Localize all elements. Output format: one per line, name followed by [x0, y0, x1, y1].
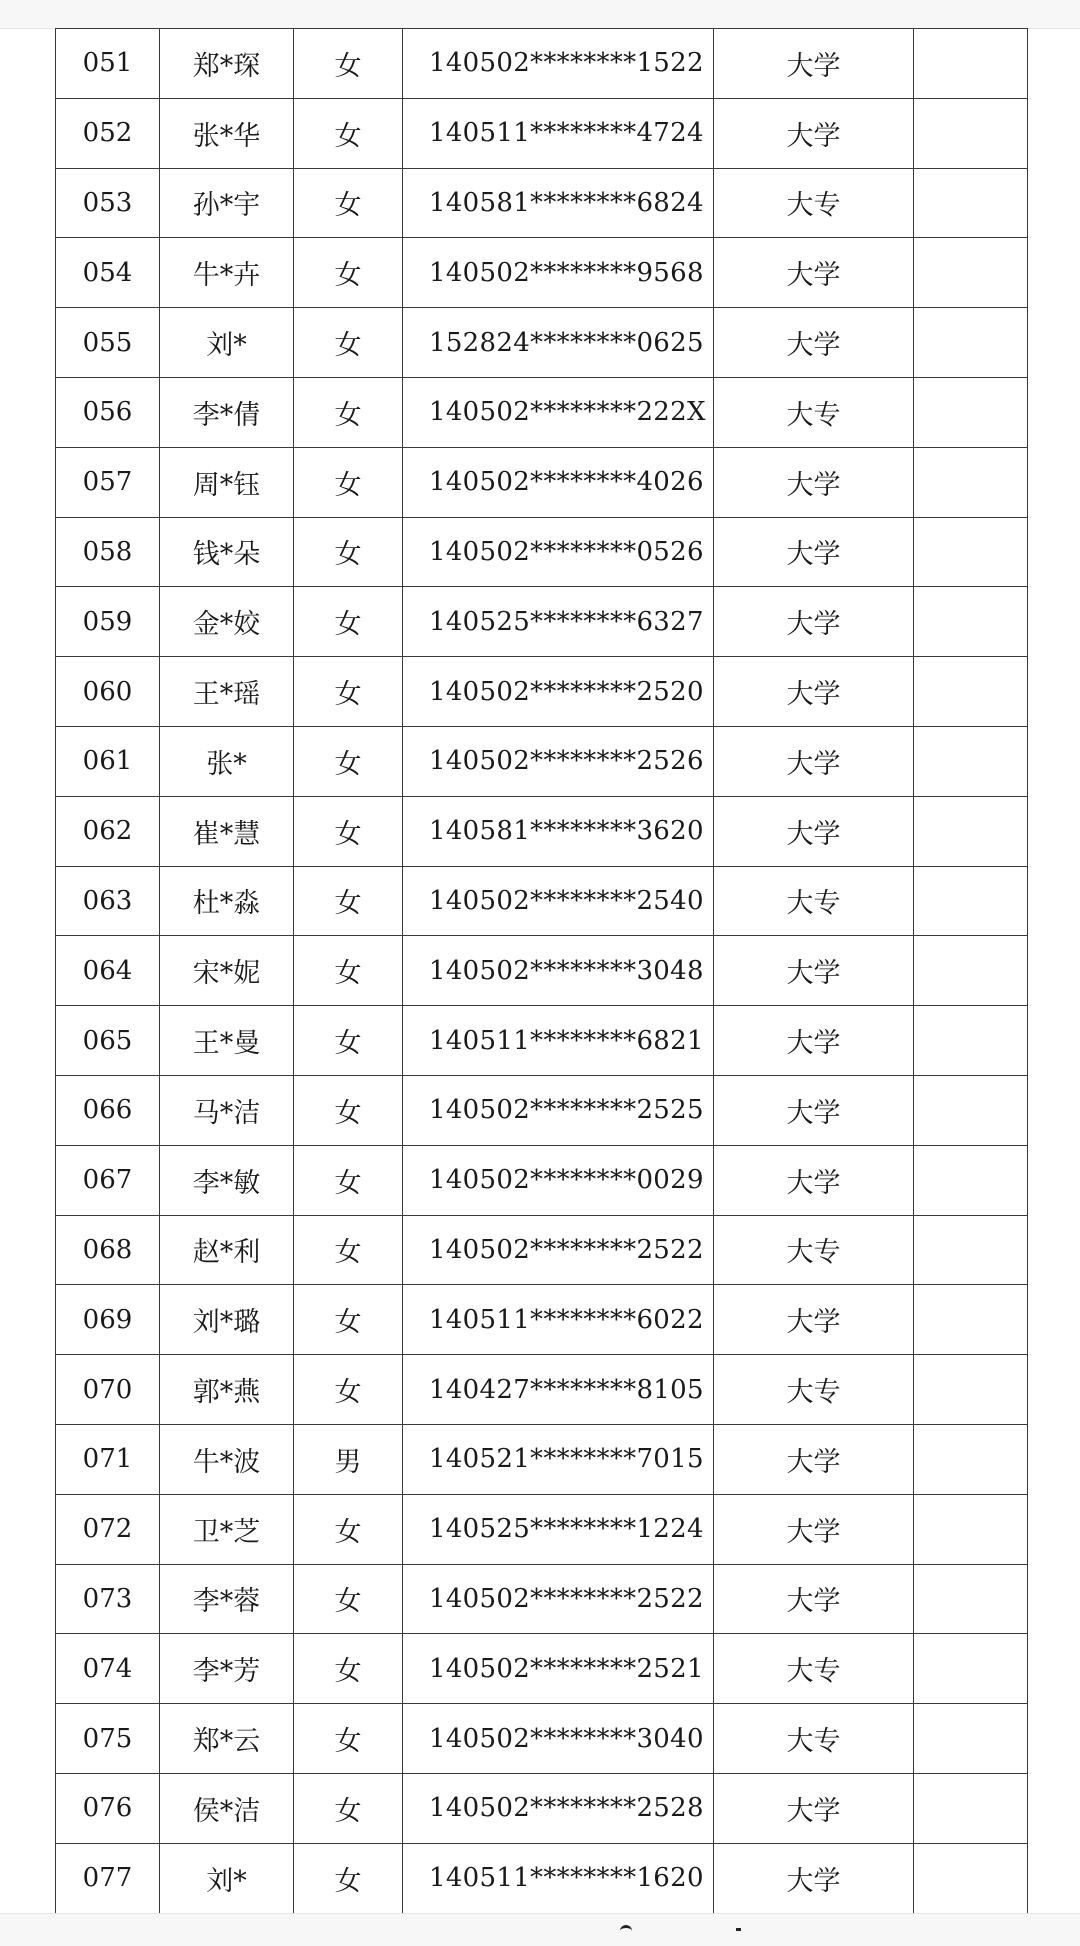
cell-note — [914, 1564, 1028, 1634]
cell-note — [914, 1215, 1028, 1285]
cell-education: 大学 — [714, 1494, 914, 1564]
cell-education: 大学 — [714, 1145, 914, 1215]
cell-note — [914, 1773, 1028, 1843]
cell-gender: 女 — [294, 726, 403, 796]
table-row — [56, 1075, 1028, 1145]
cell-name: 李*倩 — [160, 377, 294, 447]
cell-note — [914, 517, 1028, 587]
table-row — [56, 866, 1028, 936]
cell-gender: 女 — [294, 168, 403, 238]
table-row — [56, 1564, 1028, 1634]
cell-name: 马*洁 — [160, 1075, 294, 1145]
cell-education: 大学 — [714, 1285, 914, 1355]
cell-name: 刘* — [160, 1843, 294, 1913]
table-row — [56, 1773, 1028, 1843]
table-row — [56, 1215, 1028, 1285]
cell-id-number: 140502********4026 — [403, 447, 714, 517]
table-row — [56, 1424, 1028, 1494]
cell-number: 076 — [56, 1773, 160, 1843]
cell-number: 059 — [56, 587, 160, 657]
cell-gender: 女 — [294, 936, 403, 1006]
cell-education: 大学 — [714, 98, 914, 168]
cell-number: 063 — [56, 866, 160, 936]
cell-id-number: 140502********3040 — [403, 1704, 714, 1774]
cell-name: 孙*宇 — [160, 168, 294, 238]
page-mark-icon — [620, 1925, 632, 1934]
cell-gender: 女 — [294, 1843, 403, 1913]
cell-education: 大学 — [714, 1843, 914, 1913]
cell-note — [914, 726, 1028, 796]
cell-education: 大学 — [714, 1773, 914, 1843]
cell-id-number: 140502********2522 — [403, 1215, 714, 1285]
cell-number: 077 — [56, 1843, 160, 1913]
cell-note — [914, 1634, 1028, 1704]
cell-id-number: 140502********2520 — [403, 657, 714, 727]
cell-id-number: 140502********0029 — [403, 1145, 714, 1215]
table-row — [56, 168, 1028, 238]
cell-name: 李*敏 — [160, 1145, 294, 1215]
cell-number: 062 — [56, 796, 160, 866]
cell-note — [914, 308, 1028, 378]
cell-number: 055 — [56, 308, 160, 378]
cell-gender: 女 — [294, 1494, 403, 1564]
cell-note — [914, 1006, 1028, 1076]
table-row — [56, 1355, 1028, 1425]
cell-gender: 女 — [294, 447, 403, 517]
cell-name: 王*瑶 — [160, 657, 294, 727]
cell-gender: 女 — [294, 1634, 403, 1704]
table-row — [56, 29, 1028, 99]
cell-education: 大学 — [714, 796, 914, 866]
cell-id-number: 140502********0526 — [403, 517, 714, 587]
cell-name: 李*蓉 — [160, 1564, 294, 1634]
table-row — [56, 587, 1028, 657]
cell-id-number: 140511********1620 — [403, 1843, 714, 1913]
cell-id-number: 140427********8105 — [403, 1355, 714, 1425]
cell-gender: 女 — [294, 657, 403, 727]
cell-number: 051 — [56, 29, 160, 99]
cell-id-number: 140511********6821 — [403, 1006, 714, 1076]
cell-note — [914, 238, 1028, 308]
cell-id-number: 152824********0625 — [403, 308, 714, 378]
cell-education: 大学 — [714, 936, 914, 1006]
table-row — [56, 726, 1028, 796]
cell-gender: 女 — [294, 1006, 403, 1076]
cell-id-number: 140525********1224 — [403, 1494, 714, 1564]
cell-gender: 女 — [294, 377, 403, 447]
cell-gender: 女 — [294, 1215, 403, 1285]
cell-note — [914, 796, 1028, 866]
cell-number: 060 — [56, 657, 160, 727]
cell-number: 073 — [56, 1564, 160, 1634]
cell-education: 大学 — [714, 238, 914, 308]
cell-name: 杜*淼 — [160, 866, 294, 936]
table-row — [56, 657, 1028, 727]
cell-gender: 女 — [294, 517, 403, 587]
cell-name: 崔*慧 — [160, 796, 294, 866]
cell-gender: 女 — [294, 1564, 403, 1634]
cell-note — [914, 1843, 1028, 1913]
cell-id-number: 140502********2522 — [403, 1564, 714, 1634]
page-dot-icon — [736, 1928, 741, 1931]
cell-gender: 女 — [294, 308, 403, 378]
cell-education: 大专 — [714, 1215, 914, 1285]
cell-name: 侯*洁 — [160, 1773, 294, 1843]
cell-id-number: 140502********2525 — [403, 1075, 714, 1145]
cell-name: 张*华 — [160, 98, 294, 168]
table-row — [56, 308, 1028, 378]
cell-number: 064 — [56, 936, 160, 1006]
cell-note — [914, 657, 1028, 727]
table-row — [56, 517, 1028, 587]
cell-education: 大学 — [714, 1424, 914, 1494]
cell-gender: 女 — [294, 1355, 403, 1425]
cell-name: 牛*卉 — [160, 238, 294, 308]
cell-name: 宋*妮 — [160, 936, 294, 1006]
cell-number: 065 — [56, 1006, 160, 1076]
cell-id-number: 140502********2528 — [403, 1773, 714, 1843]
cell-education: 大学 — [714, 726, 914, 796]
cell-id-number: 140525********6327 — [403, 587, 714, 657]
cell-number: 053 — [56, 168, 160, 238]
cell-education: 大学 — [714, 1006, 914, 1076]
cell-id-number: 140502********9568 — [403, 238, 714, 308]
cell-number: 061 — [56, 726, 160, 796]
cell-id-number: 140502********2526 — [403, 726, 714, 796]
cell-note — [914, 1145, 1028, 1215]
table-row — [56, 238, 1028, 308]
cell-id-number: 140502********2540 — [403, 866, 714, 936]
cell-note — [914, 587, 1028, 657]
bottom-edge — [0, 1913, 1080, 1946]
cell-education: 大学 — [714, 447, 914, 517]
cell-number: 054 — [56, 238, 160, 308]
cell-number: 058 — [56, 517, 160, 587]
roster-table — [55, 28, 1028, 1914]
table-row — [56, 1006, 1028, 1076]
top-edge — [0, 0, 1080, 29]
cell-id-number: 140502********1522 — [403, 29, 714, 99]
cell-note — [914, 1424, 1028, 1494]
cell-note — [914, 1494, 1028, 1564]
cell-education: 大专 — [714, 1355, 914, 1425]
cell-number: 066 — [56, 1075, 160, 1145]
cell-name: 钱*朵 — [160, 517, 294, 587]
table-row — [56, 1843, 1028, 1913]
cell-education: 大学 — [714, 517, 914, 587]
cell-gender: 女 — [294, 238, 403, 308]
cell-number: 072 — [56, 1494, 160, 1564]
cell-id-number: 140502********2521 — [403, 1634, 714, 1704]
cell-name: 赵*利 — [160, 1215, 294, 1285]
cell-education: 大专 — [714, 1704, 914, 1774]
cell-education: 大专 — [714, 168, 914, 238]
cell-gender: 女 — [294, 587, 403, 657]
roster-table-body — [56, 29, 1028, 1914]
cell-gender: 女 — [294, 1145, 403, 1215]
cell-note — [914, 98, 1028, 168]
cell-note — [914, 936, 1028, 1006]
table-row — [56, 1145, 1028, 1215]
cell-education: 大学 — [714, 1075, 914, 1145]
cell-id-number: 140502********222X — [403, 377, 714, 447]
cell-name: 李*芳 — [160, 1634, 294, 1704]
cell-note — [914, 168, 1028, 238]
cell-number: 052 — [56, 98, 160, 168]
cell-number: 070 — [56, 1355, 160, 1425]
cell-number: 067 — [56, 1145, 160, 1215]
cell-education: 大专 — [714, 377, 914, 447]
cell-id-number: 140581********6824 — [403, 168, 714, 238]
table-row — [56, 447, 1028, 517]
cell-gender: 女 — [294, 1704, 403, 1774]
cell-number: 056 — [56, 377, 160, 447]
cell-name: 郭*燕 — [160, 1355, 294, 1425]
cell-id-number: 140502********3048 — [403, 936, 714, 1006]
cell-id-number: 140581********3620 — [403, 796, 714, 866]
cell-id-number: 140521********7015 — [403, 1424, 714, 1494]
roster-table-container — [55, 28, 1027, 1914]
cell-education: 大专 — [714, 866, 914, 936]
cell-education: 大学 — [714, 1564, 914, 1634]
cell-note — [914, 29, 1028, 99]
cell-name: 金*姣 — [160, 587, 294, 657]
cell-note — [914, 1285, 1028, 1355]
cell-name: 郑*琛 — [160, 29, 294, 99]
cell-note — [914, 447, 1028, 517]
cell-name: 郑*云 — [160, 1704, 294, 1774]
table-row — [56, 936, 1028, 1006]
cell-number: 074 — [56, 1634, 160, 1704]
cell-number: 071 — [56, 1424, 160, 1494]
cell-name: 王*曼 — [160, 1006, 294, 1076]
cell-id-number: 140511********4724 — [403, 98, 714, 168]
table-row — [56, 377, 1028, 447]
cell-education: 大学 — [714, 29, 914, 99]
table-row — [56, 1704, 1028, 1774]
table-row — [56, 1634, 1028, 1704]
cell-gender: 女 — [294, 866, 403, 936]
cell-note — [914, 1704, 1028, 1774]
cell-note — [914, 866, 1028, 936]
cell-note — [914, 1075, 1028, 1145]
cell-name: 刘* — [160, 308, 294, 378]
cell-gender: 女 — [294, 1285, 403, 1355]
table-row — [56, 1494, 1028, 1564]
cell-number: 069 — [56, 1285, 160, 1355]
cell-education: 大学 — [714, 308, 914, 378]
cell-name: 刘*璐 — [160, 1285, 294, 1355]
table-row — [56, 98, 1028, 168]
cell-gender: 女 — [294, 29, 403, 99]
cell-education: 大学 — [714, 657, 914, 727]
cell-id-number: 140511********6022 — [403, 1285, 714, 1355]
cell-gender: 女 — [294, 98, 403, 168]
cell-number: 068 — [56, 1215, 160, 1285]
cell-note — [914, 1355, 1028, 1425]
cell-note — [914, 377, 1028, 447]
cell-name: 张* — [160, 726, 294, 796]
cell-name: 牛*波 — [160, 1424, 294, 1494]
cell-number: 075 — [56, 1704, 160, 1774]
cell-gender: 男 — [294, 1424, 403, 1494]
cell-education: 大专 — [714, 1634, 914, 1704]
cell-number: 057 — [56, 447, 160, 517]
cell-gender: 女 — [294, 796, 403, 866]
cell-name: 周*钰 — [160, 447, 294, 517]
table-row — [56, 796, 1028, 866]
cell-gender: 女 — [294, 1773, 403, 1843]
cell-gender: 女 — [294, 1075, 403, 1145]
cell-education: 大学 — [714, 587, 914, 657]
cell-name: 卫*芝 — [160, 1494, 294, 1564]
table-row — [56, 1285, 1028, 1355]
